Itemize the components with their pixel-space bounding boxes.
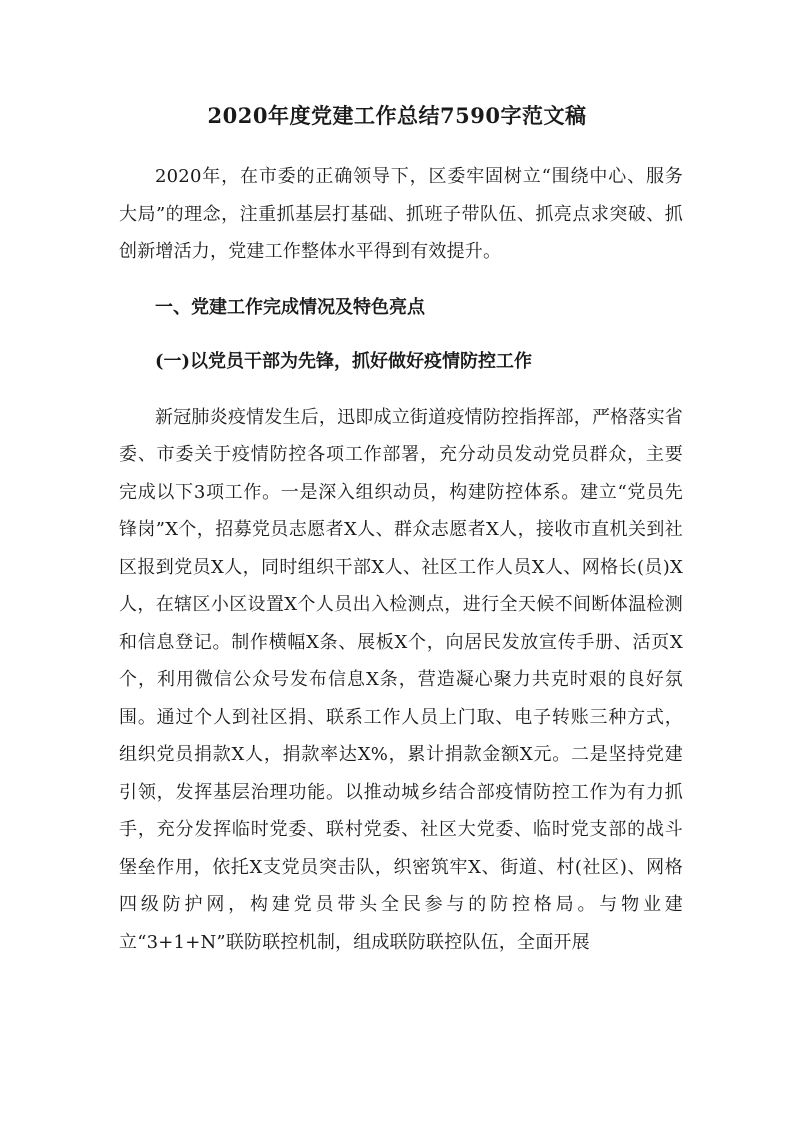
document-title: 2020年度党建工作总结7590字范文稿 xyxy=(207,103,587,128)
subsection-heading: (一)以党员干部为先锋，抓好做好疫情防控工作 xyxy=(155,351,533,372)
section-heading: 一、党建工作完成情况及特色亮点 xyxy=(155,296,425,318)
document-body xyxy=(119,158,683,961)
body-paragraph: 新冠肺炎疫情发生后，迅即成立街道疫情防控指挥部，严格落实省委、市委关于疫情防控各项工作部署，充分动员发动党员群众，主要完成以下3项工作。一是深入组织动员，构建防控体系。建立“党员先锋岗”X个，招募党员志愿者X人、群众志愿者X人，接收市直机关到社区报到党员X人，同时组织干部X人、社区工作人员X人、网格长(员)X人，在辖区小区设置X个人员出入检测点，进行全天候不间断体温检测和信息登记。制作横幅X条、展板X个，向居民发放宣传手册、活页X个，利用微信公众号发布信息X条，营造凝心聚力共克时艰的良好氛围。通过个人到社区捐、联系工作人员上门取、电子转账三种方式，组织党员捐款X人，捐款率达X%，累计捐款金额X元。二是坚持党建引领，发挥基层治理功能。以推动城乡结合部疫情防控工作为有力抓手，充分发挥临时党委、联村党委、社区大党委、临时党支部的战斗堡垒作用，依托X支党员突击队，织密筑牢X、街道、村(社区)、网格四级防护网，构建党员带头全民参与的防控格局。与物业建立“3+1+N”联防联控机制，组成联防联控队伍，全面开展 xyxy=(119,406,683,953)
intro-paragraph: 2020年，在市委的正确领导下，区委牢固树立“围绕中心、服务大局”的理念，注重抓基层打基础、抓班子带队伍、抓亮点求突破、抓创新增活力，党建工作整体水平得到有效提升。 xyxy=(119,166,683,262)
